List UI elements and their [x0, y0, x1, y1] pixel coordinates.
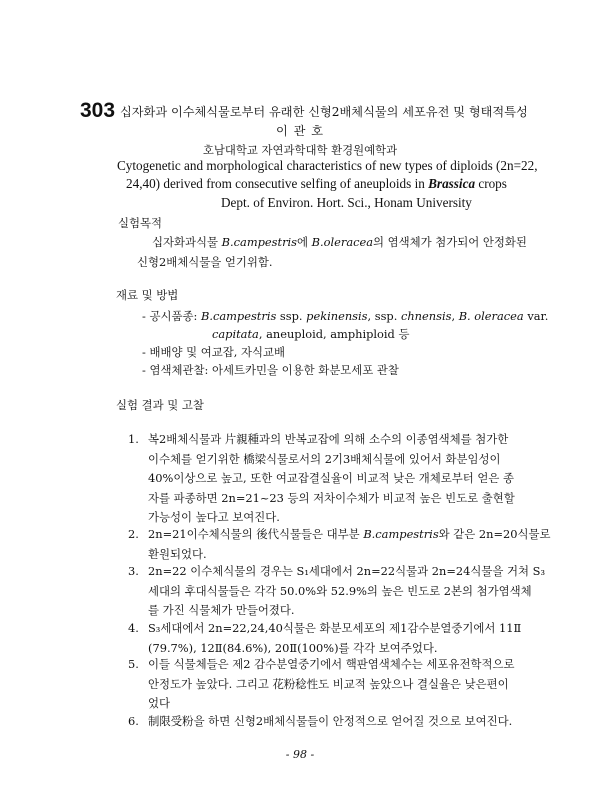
species-name: B.campestris — [221, 235, 298, 249]
title-english-line1: Cytogenetic and morphological characteristics of new types of diploids (2n=22, — [117, 158, 538, 173]
title-english-line2: 24,40) derived from consecutive selfing of aneuploids in Brassica crops — [126, 176, 507, 191]
item-number: 4. — [128, 621, 139, 635]
result-item-body: 制限受粉을 하면 신형2배체식물들이 안정적으로 얻어질 것으로 보여진다. — [148, 714, 513, 728]
result-item-body: 복2배체식물과 片親種과의 반복교잡에 의해 소수의 이종염색체를 첨가한 이수체를 얻기위한 橋梁식물로서의 2기3배체식물에 있어서 화분임성이 40%이상으로 높고, 또한 여교잡결실율이 비교적 낮은 개체로부터 얻은 종 자를 파종하면 2n=21~23 등의 저차이수체가 비교적 높은 빈도로 출현할 가능성이 높다고 보여진다. — [148, 432, 515, 524]
result-item-body: 2n=22 이수체식물의 경우는 S₁세대에서 2n=22식물과 2n=24식물을 거쳐 S₃ 세대의 후대식물들은 각각 50.0%와 52.9%의 높은 빈도로 2본의 첨가염색체 를 가진 식물체가 만들어졌다. — [148, 564, 546, 617]
materials-bullet-observation: - 염색체관찰: 아세트카민을 이용한 화분모세포 관찰 — [142, 363, 399, 377]
materials-bullet-cultivars: - 공시품종: B.campestris ssp. pekinensis, ssp. chnensis, B. oleracea var. — [142, 309, 549, 323]
result-item-body: 2n=21이수체식물의 後代식물들은 대부분 B.campestris와 같은 2n=20식물로 환원되었다. — [148, 527, 551, 561]
result-item-body: S₃세대에서 2n=22,24,40식물은 화분모세포의 제1감수분열중기에서 11Ⅱ (79.7%), 12Ⅱ(84.6%), 20Ⅱ(100%)를 각각 보여주었다. — [148, 621, 522, 655]
section-heading-objective: 실험목적 — [118, 216, 163, 230]
species-name: B.campestris — [363, 527, 439, 541]
species-name: B.oleracea — [311, 235, 374, 249]
title-korean: 십자화과 이수체식물로부터 유래한 신형2배체식물의 세포유전 및 형태적특성 — [120, 105, 528, 119]
abstract-number: 303 — [80, 99, 116, 122]
item-number: 5. — [128, 657, 139, 671]
genus-name: Brassica — [428, 176, 476, 191]
materials-bullet-culture: - 배배양 및 여교잡, 자식교배 — [142, 345, 285, 359]
item-number: 2. — [128, 527, 139, 541]
item-number: 3. — [128, 564, 139, 578]
materials-bullet-cultivars-cont: capitata, aneuploid, amphiploid 등 — [212, 327, 410, 341]
author-name: 이 관 호 — [275, 124, 325, 138]
item-number: 1. — [128, 432, 139, 446]
objective-line1: 십자화과식물 B.campestris에 B.oleracea의 염색체가 첨가되어 안정화된 — [152, 235, 527, 249]
result-item-body: 이들 식물체들은 제2 감수분열중기에서 핵판염색체수는 세포유전학적으로 안정도가 높았다. 그리고 花粉稔性도 비교적 높았으나 결실율은 낮은편이 었다 — [148, 657, 515, 710]
section-heading-results: 실험 결과 및 고찰 — [116, 398, 204, 412]
page-number: - 98 - — [285, 748, 315, 761]
objective-line2: 신형2배체식물을 얻기위함. — [137, 255, 273, 269]
item-number: 6. — [128, 714, 139, 728]
affiliation-korean: 호남대학교 자연과학대학 환경원예학과 — [202, 143, 398, 157]
section-heading-materials: 재료 및 방법 — [116, 288, 179, 302]
affiliation-english: Dept. of Environ. Hort. Sci., Honam University — [221, 195, 472, 210]
